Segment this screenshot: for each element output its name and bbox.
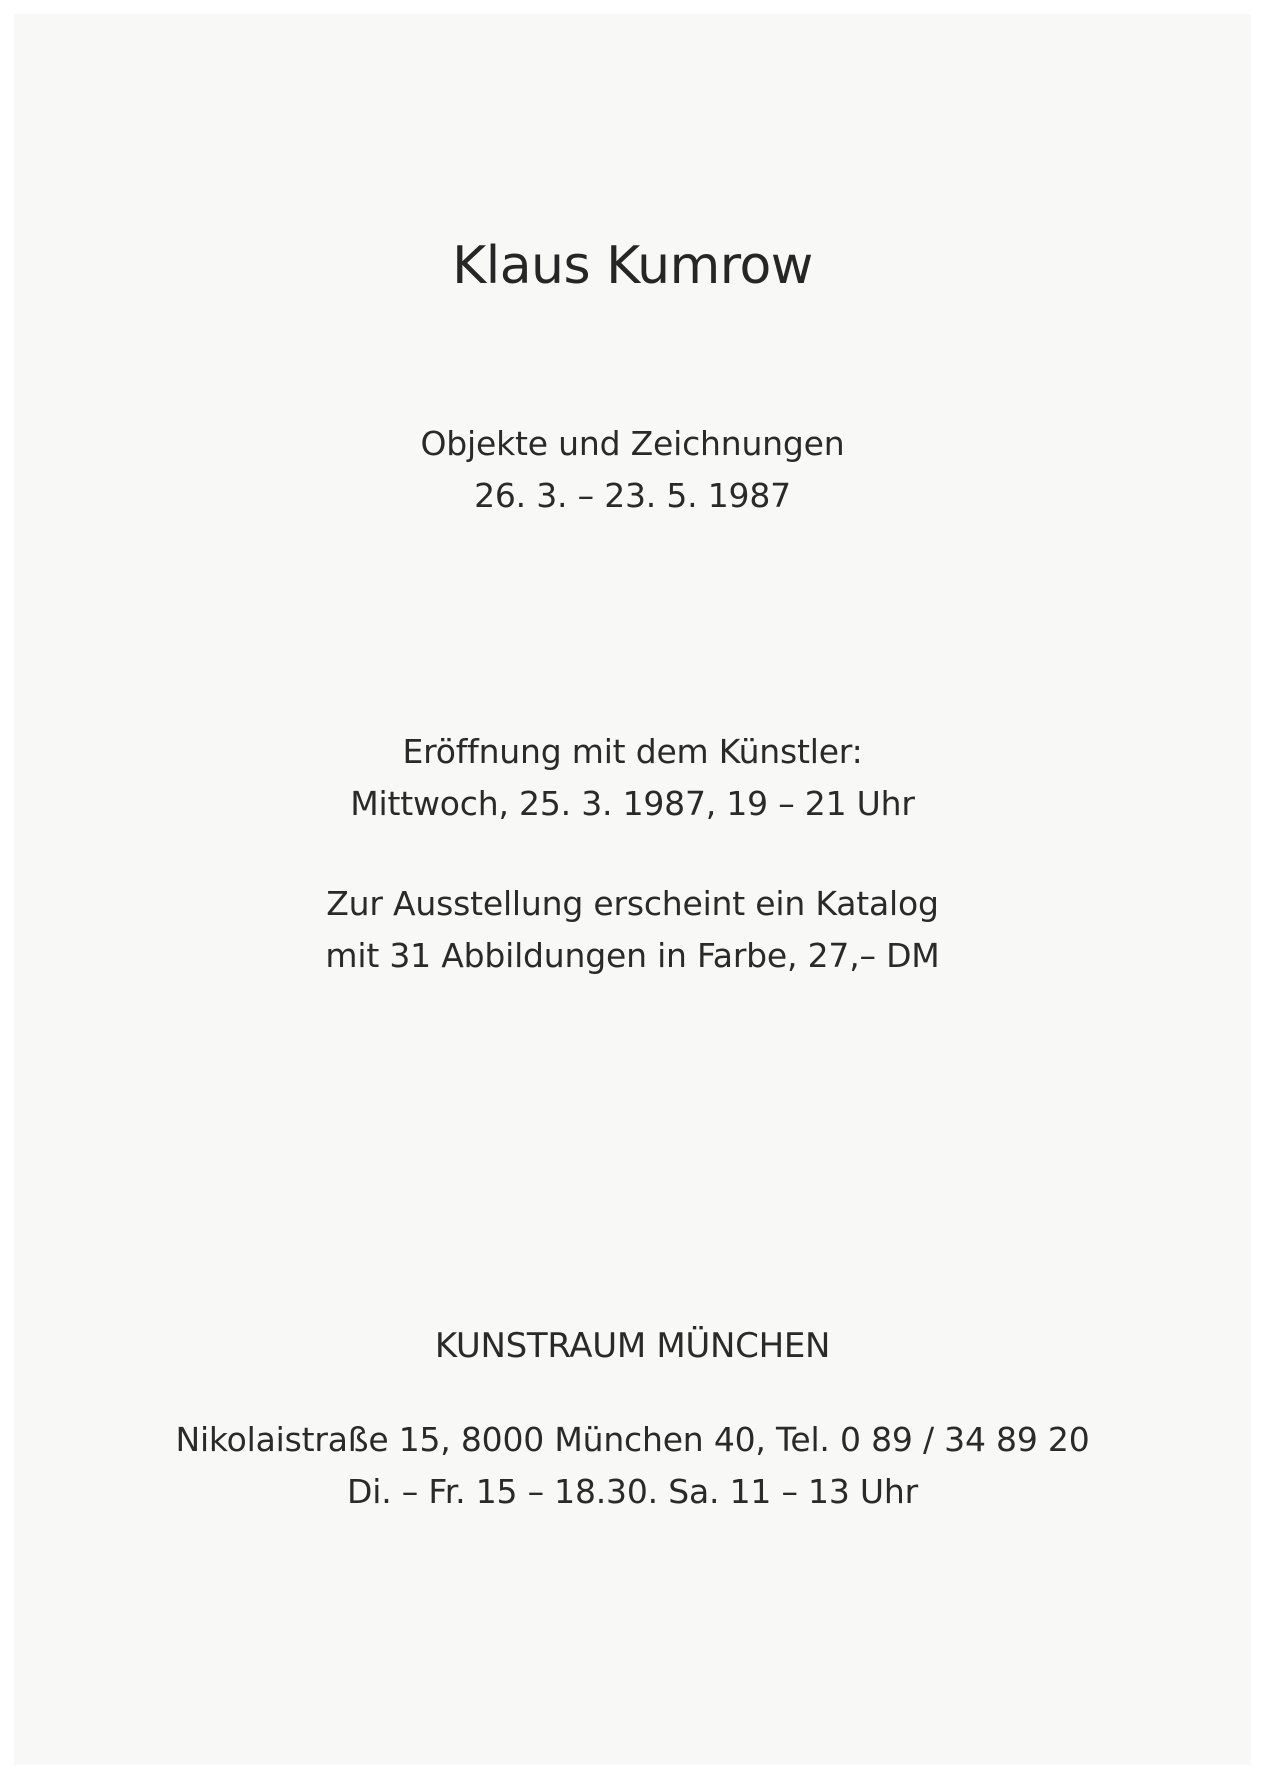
invitation-card (14, 14, 1251, 1765)
artist-name: Klaus Kumrow (452, 236, 813, 296)
exhibition-title: Objekte und Zeichnungen (420, 424, 845, 463)
exhibition-dates: 26. 3. – 23. 5. 1987 (474, 476, 791, 515)
opening-hours: Di. – Fr. 15 – 18.30. Sa. 11 – 13 Uhr (347, 1472, 918, 1511)
opening-datetime: Mittwoch, 25. 3. 1987, 19 – 21 Uhr (350, 784, 915, 823)
catalog-line-2: mit 31 Abbildungen in Farbe, 27,– DM (325, 936, 940, 975)
venue-address: Nikolaistraße 15, 8000 München 40, Tel. 0 89 / 34 89 20 (175, 1420, 1090, 1459)
venue-name: KUNSTRAUM MÜNCHEN (434, 1326, 831, 1366)
catalog-line-1: Zur Ausstellung erscheint ein Katalog (326, 884, 939, 923)
opening-label: Eröffnung mit dem Künstler: (402, 732, 863, 771)
